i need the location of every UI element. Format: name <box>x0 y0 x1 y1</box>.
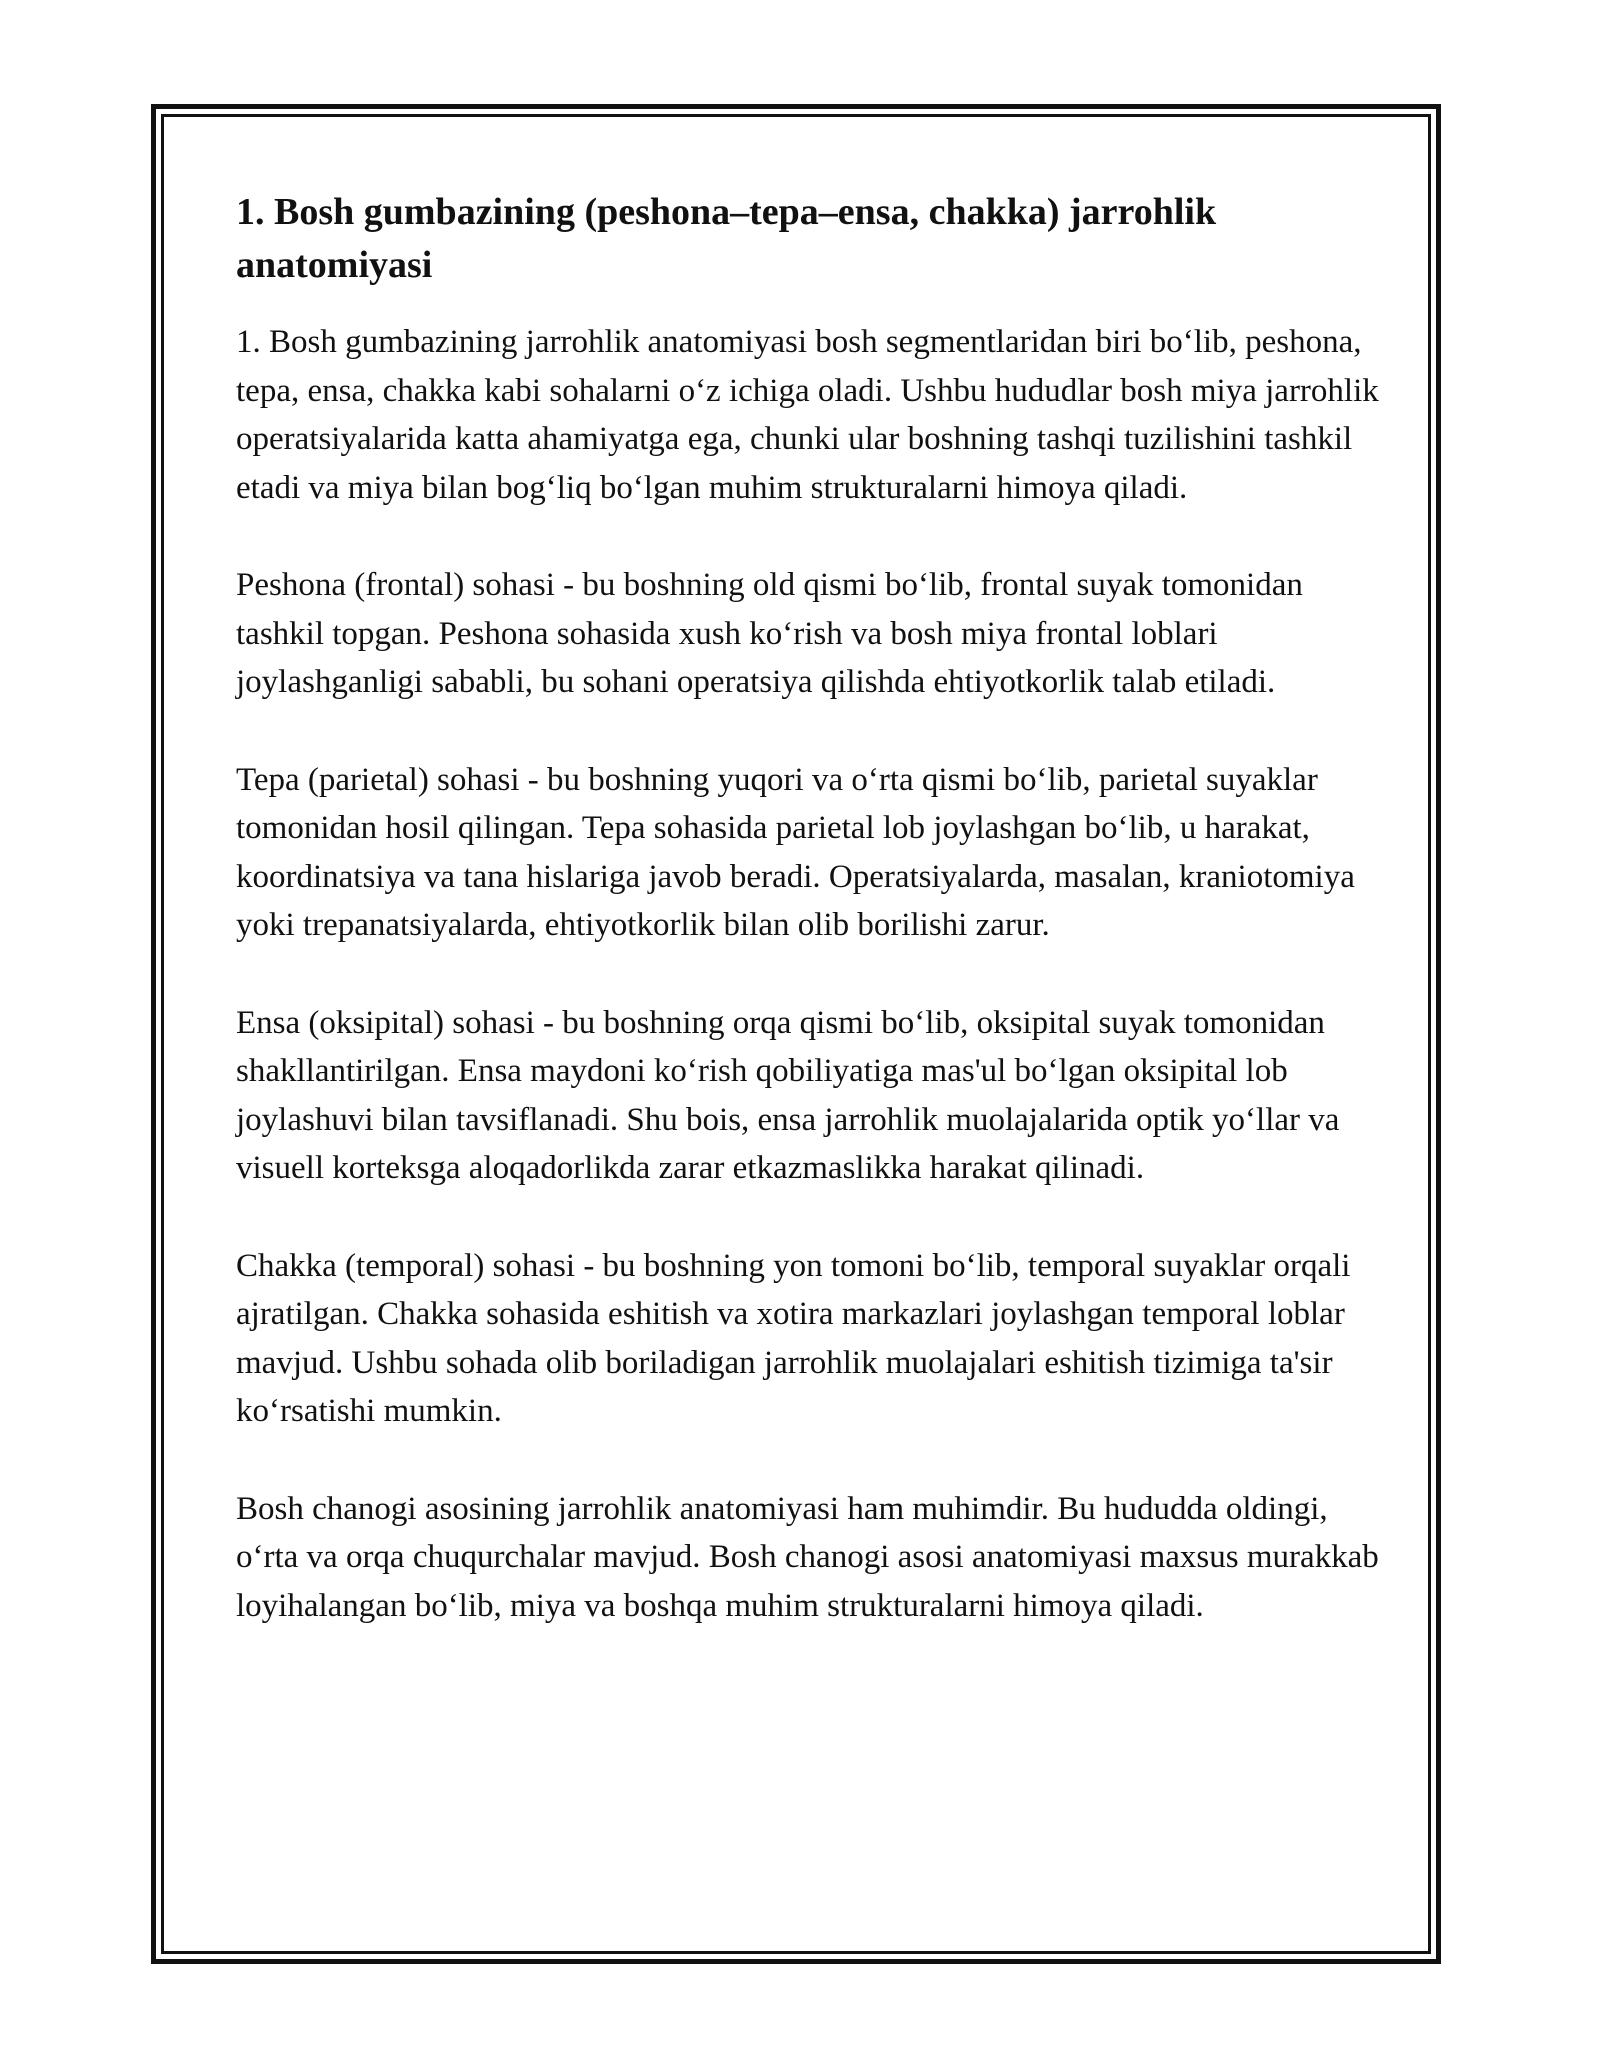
paragraph-intro: 1. Bosh gumbazining jarrohlik anatomiyasi bosh segmentlaridan biri bo‘lib, peshona, tepa, ensa, chakka kabi sohalarni o‘z ichiga oladi. Ushbu hududlar bosh miya jarrohlik operatsiyalarida katta ahamiyatga ega, chunki ular boshning tashqi tuzilishini tashkil etadi va miya bilan bog‘liq bo‘lgan muhim strukturalarni himoya qiladi. <box>236 324 1379 506</box>
document-title: 1. Bosh gumbazining (peshona–tepa–ensa, chakka) jarrohlik anatomiyasi <box>236 191 1217 286</box>
paragraph-parietal: Tepa (parietal) sohasi - bu boshning yuqori va o‘rta qismi bo‘lib, parietal suyaklar tomonidan hosil qilingan. Tepa sohasida parietal lob joylashgan bo‘lib, u harakat, koordinatsiya va tana hislariga javob beradi. Operatsiyalarda, masalan, kraniotomiya yoki trepanatsiyalarda, ehtiyotkorlik bilan olib borilishi zarur. <box>236 761 1355 943</box>
paragraph-occipital: Ensa (oksipital) sohasi - bu boshning orqa qismi bo‘lib, oksipital suyak tomonidan shakllantirilgan. Ensa maydoni ko‘rish qobiliyatiga mas'ul bo‘lgan oksipital lob joylashuvi bilan tavsiflanadi. Shu bois, ensa jarrohlik muolajalarida optik yo‘llar va visuell korteksga aloqadorlikda zarar etkazmaslikka harakat qilinadi. <box>236 1004 1340 1186</box>
paragraph-skull-base: Bosh chanogi asosining jarrohlik anatomiyasi ham muhimdir. Bu hududda oldingi, o‘rta va orqa chuqurchalar mavjud. Bosh chanogi asosi anatomiyasi maxsus murakkab loyihalangan bo‘lib, miya va boshqa muhim strukturalarni himoya qiladi. <box>236 1490 1379 1624</box>
paragraph-temporal: Chakka (temporal) sohasi - bu boshning yon tomoni bo‘lib, temporal suyaklar orqali ajratilgan. Chakka sohasida eshitish va xotira markazlari joylashgan temporal loblar mavjud. Ushbu sohada olib boriladigan jarrohlik muolajalari eshitish tizimiga ta'sir ko‘rsatishi mumkin. <box>236 1247 1351 1429</box>
document-body <box>236 186 1386 1630</box>
paragraph-frontal: Peshona (frontal) sohasi - bu boshning old qismi bo‘lib, frontal suyak tomonidan tashkil topgan. Peshona sohasida xush ko‘rish va bosh miya frontal loblari joylashganligi sababli, bu sohani operatsiya qilishda ehtiyotkorlik talab etiladi. <box>236 567 1303 700</box>
